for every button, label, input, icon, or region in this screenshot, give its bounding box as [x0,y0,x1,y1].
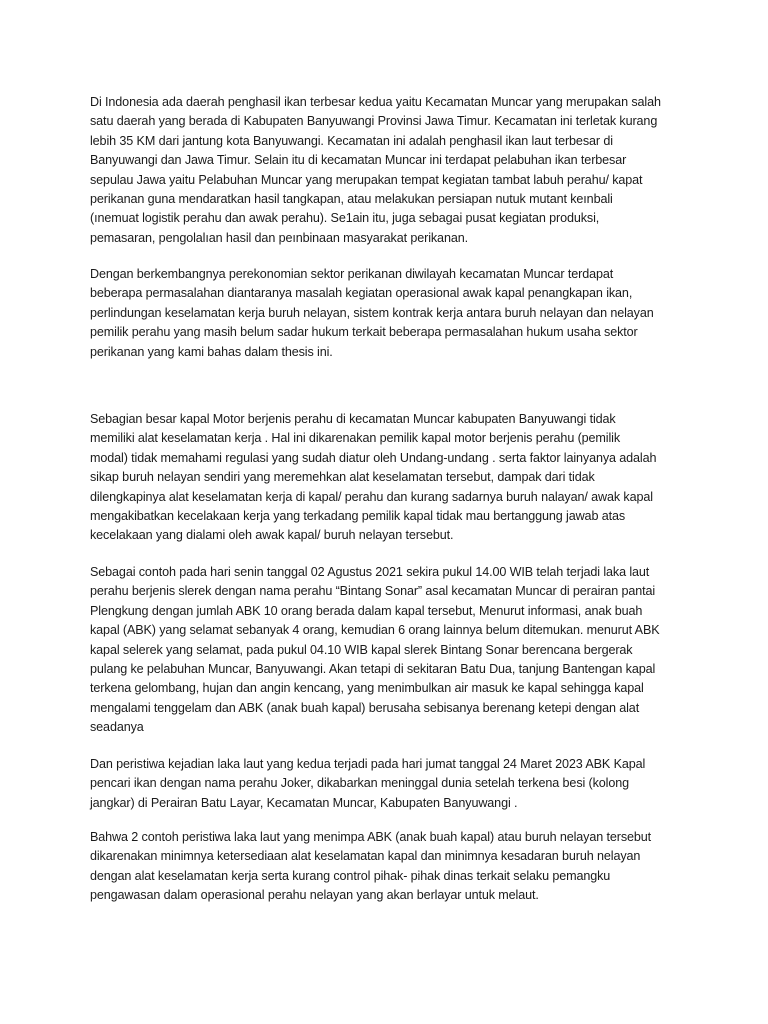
text-line: satu daerah yang berada di Kabupaten Banyuwangi Provinsi Jawa Timur. Kecamatan ini terletak kurang [90,114,658,129]
text-line: seadanya [90,720,144,735]
paragraph-first-accident [90,563,690,738]
text-line: perikanan yang kami bahas dalam thesis ini. [90,344,333,359]
text-line: mengalami tenggelam dan ABK (anak buah kapal) berusaha sebisanya berenang ketepi dengan alat [90,700,640,715]
text-line: Sebagai contoh pada hari senin tanggal 02 Agustus 2021 sekira pukul 14.00 WIB telah terjadi laka laut [90,565,650,579]
text-line: terkena gelombang, hujan dan angin kencang, yang menimbulkan air masuk ke kapal sehingga kapal [90,681,644,696]
text-line: sepulau Jawa yaitu Pelabuhan Muncar yang merupakan tempat kegiatan tambat labuh perahu/ kapat [90,172,643,187]
paragraph-second-accident [90,755,690,813]
text-line: jangkar) di Perairan Batu Layar, Kecamatan Muncar, Kabupaten Banyuwangi . [90,795,518,810]
text-line: beberapa permasalahan diantaranya masalah kegiatan operasional awak kapal penangkapan ikan, [90,286,633,301]
text-line: Banyuwangi dan Jawa Timur. Selain itu di kecamatan Muncar ini terdapat pelabuhan ikan terbesar [90,153,627,168]
text-line: Di Indonesia ada daerah penghasil ikan terbesar kedua yaitu Kecamatan Muncar yang merupakan salah [90,95,661,109]
text-line: kecelakaan yang dialami oleh awak kapal/ buruh nelayan tersebut. [90,528,454,543]
text-line: Sebagian besar kapal Motor berjenis perahu di kecamatan Muncar kabupaten Banyuwangi tidak [90,412,616,426]
text-line: perikanan guna mendaratkan hasil tangkapan, atau melakukan persiapan nutuk mutant keınbali [90,191,613,206]
text-line: pemilik perahu yang masih belum sadar hukum terkait beberapa permasalahan hukum usaha sektor [90,325,638,340]
text-line: kapal (ABK) yang selamat sebanyak 4 orang, kemudian 6 orang lainnya belum ditemukan. menurut ABK [90,623,660,638]
paragraph-safety-equipment [90,410,690,546]
paragraph-muncar-intro [90,93,690,248]
text-line: dikarenakan minimnya ketersediaan alat keselamatan kapal dan minimnya kesadaran buruh nelayan [90,849,641,864]
text-line: mengakibatkan kecelakaan kerja yang terkadang pemilik kapal tidak mau bertanggung jawab atas [90,508,626,523]
text-line: pencari ikan dengan nama perahu Joker, dikabarkan meninggal dunia setelah terkena besi (kolong [90,776,630,791]
text-line: pengawasan dalam operasional perahu nelayan yang akan berlayar untuk melaut. [90,888,539,903]
text-line: pemasaran, pengolalıan hasil dan peınbinaan masyarakat perikanan. [90,230,468,245]
text-line: dilengkapinya alat keselamatan kerja di kapal/ perahu dan kurang sadarnya buruh nalayan/ awak kapal [90,489,653,504]
text-line: sikap buruh nelayan sendiri yang meremehkan alat keselamatan tersebut, dampak dari tidak [90,470,595,485]
text-line: modal) tidak memahami regulasi yang sudah diatur oleh Undang-undang . serta faktor lainyanya adalah [90,450,657,465]
text-line: Plengkung dengan jumlah ABK 10 orang berada dalam kapal tersebut, Menurut informasi, anak buah [90,603,643,618]
paragraph-conclusion [90,828,690,906]
text-line: pulang ke pelabuhan Muncar, Banyuwangi. Akan tetapi di sekitaran Batu Dua, tanjung Bantengan kapal [90,661,656,676]
text-line: perahu berjenis slerek dengan nama perahu “Bintang Sonar” asal kecamatan Muncar di perairan pantai [90,584,656,599]
text-line: memiliki alat keselamatan kerja . Hal ini dikarenakan pemilik kapal motor berjenis perahu (pemilik [90,431,621,446]
text-line: lebih 35 KM dari jantung kota Banyuwangi. Kecamatan ini adalah penghasil ikan laut terbesar di [90,133,613,148]
paragraph-problems [90,265,690,362]
text-line: Bahwa 2 contoh peristiwa laka laut yang menimpa ABK (anak buah kapal) atau buruh nelayan tersebut [90,830,652,844]
text-line: Dengan berkembangnya perekonomian sektor perikanan diwilayah kecamatan Muncar terdapat [90,267,614,281]
text-line: (ınemuat logistik perahu dan awak perahu). Se1ain itu, juga sebagai pusat kegiatan produksi, [90,211,600,226]
text-line: dengan alat keselamatan kerja serta kurang control pihak- pihak dinas terkait selaku pemangku [90,868,611,883]
text-line: Dan peristiwa kejadian laka laut yang kedua terjadi pada hari jumat tanggal 24 Maret 2023 ABK Kapal [90,757,646,771]
text-line: perlindungan keselamatan kerja buruh nelayan, sistem kontrak kerja antara buruh nelayan dan nelayan [90,305,654,320]
text-line: kapal selerek yang selamat, pada pukul 04.10 WIB kapal slerek Bintang Sonar berencana bergerak [90,642,633,657]
